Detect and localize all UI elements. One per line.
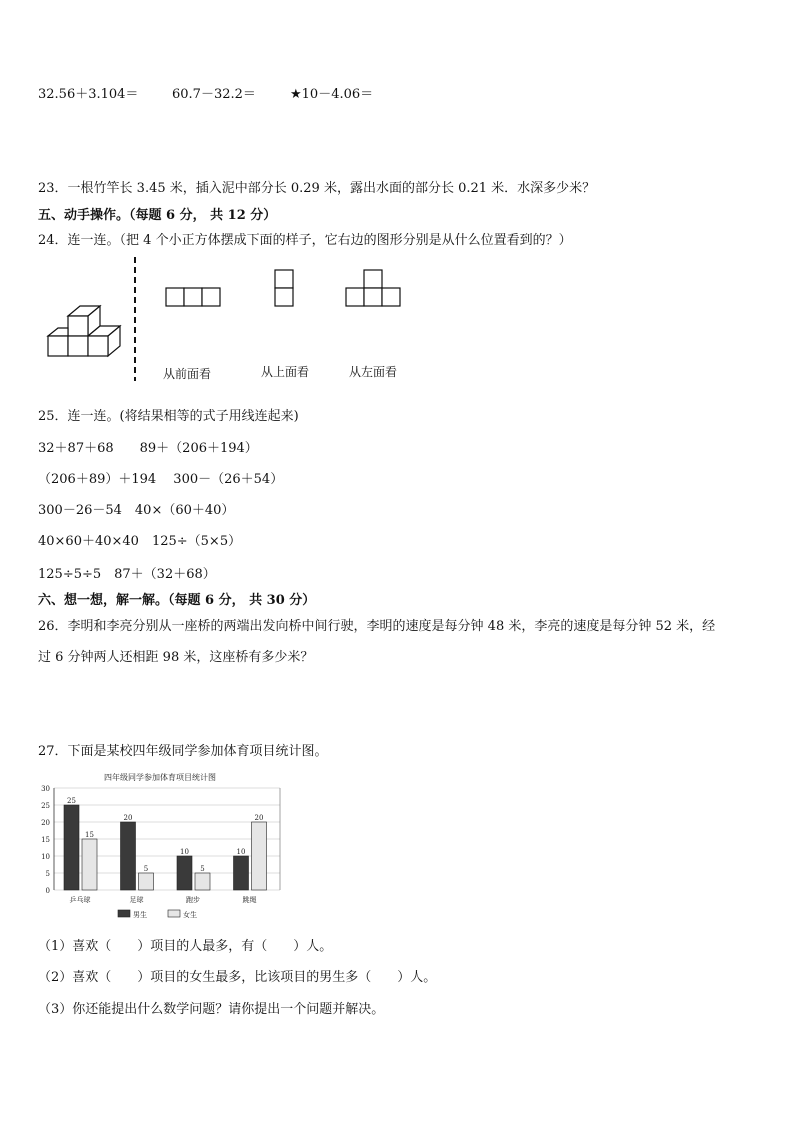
bar-男生 xyxy=(64,805,79,890)
y-tick-label: 5 xyxy=(45,870,50,878)
legend-swatch xyxy=(118,910,130,917)
y-tick-label: 30 xyxy=(41,785,50,793)
view-label-top: 从上面看 xyxy=(261,365,310,379)
bar-男生 xyxy=(177,856,192,890)
question-24: 24．连一连。（把 4 个小正方体摆成下面的样子，它右边的图形分别是从什么位置看到的？） xyxy=(38,233,572,248)
bar-value-label: 25 xyxy=(67,797,76,805)
bar-value-label: 5 xyxy=(200,865,205,873)
q25-row-3: 300－26－54 40×（60＋40） xyxy=(38,503,235,518)
y-tick-label: 0 xyxy=(45,887,50,895)
bar-value-label: 20 xyxy=(254,814,264,822)
bar-女生 xyxy=(82,839,97,890)
category-label: 跳绳 xyxy=(242,896,257,904)
y-tick-label: 25 xyxy=(41,802,50,810)
sports-bar-chart xyxy=(30,766,290,926)
category-label: 足球 xyxy=(129,896,144,904)
front-view-figure xyxy=(164,286,224,308)
category-label: 乒乓球 xyxy=(69,896,91,904)
legend-label: 女生 xyxy=(183,911,197,919)
section-6-heading: 六、想一想，解一解。（每题 6 分， 共 30 分） xyxy=(38,593,316,608)
bar-男生 xyxy=(121,822,136,890)
q25-row-1: 32＋87＋68 89＋（206＋194） xyxy=(38,441,258,456)
question-26-line-1: 26．李明和李亮分别从一座桥的两端出发向桥中间行驶，李明的速度是每分钟 48 米，李亮的速度是每分钟 52 米，经 xyxy=(38,619,716,634)
bar-女生 xyxy=(252,822,267,890)
question-23: 23．一根竹竿长 3.45 米，插入泥中部分长 0.29 米，露出水面的部分长 0.21 米．水深多少米？ xyxy=(38,181,596,196)
q25-row-2: （206＋89）＋194 300－（26＋54） xyxy=(38,472,284,487)
y-tick-label: 10 xyxy=(41,853,50,861)
cube-arrangement-figure xyxy=(44,304,128,366)
top-view-figure xyxy=(273,268,297,308)
bar-男生 xyxy=(234,856,249,890)
q25-row-4: 40×60＋40×40 125÷（5×5） xyxy=(38,534,242,549)
chart-title: 四年级同学参加体育项目统计图 xyxy=(104,773,216,782)
q27-sub-2: （2）喜欢（ ）项目的女生最多，比该项目的男生多（ ）人。 xyxy=(38,970,437,985)
y-tick-label: 15 xyxy=(41,836,50,844)
bar-value-label: 5 xyxy=(143,865,149,873)
calc-2: 60.7－32.2＝ xyxy=(172,87,256,102)
legend-swatch xyxy=(168,910,180,917)
question-27: 27．下面是某校四年级同学参加体育项目统计图。 xyxy=(38,744,328,759)
legend-label: 男生 xyxy=(133,911,147,919)
left-view-figure xyxy=(344,268,404,308)
q25-row-5: 125÷5÷5 87＋（32＋68） xyxy=(38,567,216,582)
q27-sub-1: （1）喜欢（ ）项目的人最多，有（ ）人。 xyxy=(38,939,333,954)
view-label-front: 从前面看 xyxy=(163,367,212,381)
bar-value-label: 20 xyxy=(123,814,133,822)
q27-sub-3: （3）你还能提出什么数学问题？请你提出一个问题并解决。 xyxy=(38,1002,385,1017)
bar-女生 xyxy=(195,873,210,890)
category-label: 跑步 xyxy=(186,896,200,904)
bar-value-label: 10 xyxy=(236,848,246,856)
section-5-heading: 五、动手操作。（每题 6 分， 共 12 分） xyxy=(38,208,277,223)
question-26-line-2: 过 6 分钟两人还相距 98 米，这座桥有多少米？ xyxy=(38,650,314,665)
y-tick-label: 20 xyxy=(41,819,50,827)
calc-3: ★10－4.06＝ xyxy=(290,87,374,102)
calc-1: 32.56＋3.104＝ xyxy=(38,87,139,102)
bar-value-label: 15 xyxy=(85,831,94,839)
bar-value-label: 10 xyxy=(180,848,189,856)
bar-女生 xyxy=(139,873,154,890)
question-25: 25．连一连。(将结果相等的式子用线连起来) xyxy=(38,409,299,424)
dashed-divider xyxy=(130,257,140,381)
view-label-left: 从左面看 xyxy=(349,365,398,379)
